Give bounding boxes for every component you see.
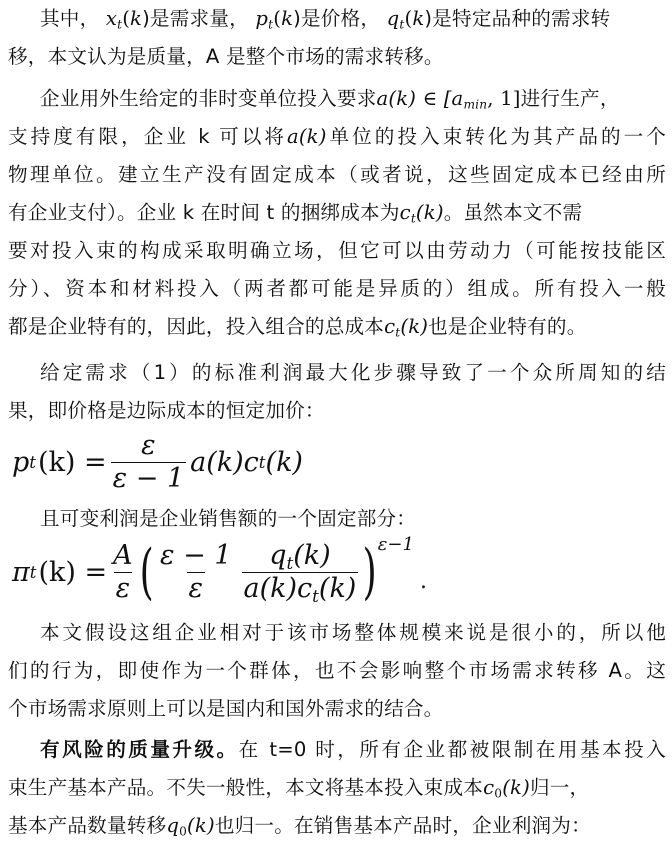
- math-interval-end: , 1]: [487, 87, 521, 110]
- text-segment: 支持度有限，企业 k 可以将: [8, 125, 287, 148]
- right-paren: ): [363, 537, 378, 607]
- math-q: q: [386, 7, 400, 30]
- text-segment: 有企业支付）。企业 k 在时间 t 的捆绑成本为: [8, 201, 400, 224]
- math-k: k: [412, 7, 425, 30]
- paragraph-6-line-3: [8, 813, 666, 839]
- text-segment: 进行生产，: [520, 87, 620, 110]
- fraction-denominator: [242, 572, 359, 605]
- math-sub: t: [410, 211, 416, 226]
- equation-variable-profit: π t (k) = $\frac{A}{\varepsilon}$ ( $\frac{\varepsilon - 1}{\varepsilon}$ $\frac{q_t(k)}{a(k)c_t(k)}$ ) ε−1 .: [12, 534, 427, 607]
- text-segment: 在 t=0 时，所有企业都被限制在用基本投入: [238, 738, 666, 761]
- math-sub: t: [399, 17, 405, 32]
- math-p: p: [12, 446, 30, 478]
- paragraph-2-line-5: 要对投入束的构成采取明确立场，但它可以由劳动力（可能按技能区: [8, 239, 666, 262]
- bold-heading: 有风险的质量升级。: [40, 738, 239, 761]
- math-c: c: [399, 201, 411, 224]
- math-q: q: [166, 814, 180, 837]
- text-segment: 企业用外生给定的非时变单位投入要求: [40, 87, 377, 110]
- math-period: .: [419, 568, 427, 594]
- fraction-denominator: ε − 1: [112, 462, 185, 494]
- paragraph-3-line-2: 果，即价格是边际成本的恒定加价：: [8, 399, 325, 422]
- math-sub: 0: [179, 824, 188, 839]
- fraction-numerator: ε: [141, 429, 156, 461]
- paragraph-1-line-2: 移，本文认为是质量，A 是整个市场的需求转移。: [8, 45, 444, 68]
- paragraph-2-line-7: [8, 314, 666, 340]
- paragraph-3-line-1: 给定需求（1）的标准利润最大化步骤导致了一个众所周知的结: [40, 361, 666, 384]
- text-segment: )是价格，: [293, 7, 381, 30]
- paragraph-6-line-2: [8, 775, 666, 801]
- paragraph-4-line-1: 且可变利润是企业销售额的一个固定部分：: [40, 507, 417, 530]
- text-segment: 也归一。在销售基本产品时，企业利润为：: [214, 814, 591, 837]
- math-sub: t: [312, 585, 319, 606]
- math-sub: t: [117, 17, 123, 32]
- math-k: k: [281, 7, 294, 30]
- equation-price-markup: p t (k) = $\frac{\varepsilon}{\varepsilon - 1}$ a(k)c t (k): [12, 429, 303, 494]
- math-pi: π: [12, 556, 30, 588]
- math-cost: a(k)c: [243, 572, 313, 604]
- text-segment: 基本产品数量转移: [8, 814, 167, 837]
- math-arg: (k): [187, 814, 215, 837]
- math-p: p: [255, 7, 269, 30]
- math-arg: (k) =: [38, 556, 108, 588]
- text-segment: )是需求量，: [142, 7, 249, 30]
- text-segment: )是特定品种的需求转: [424, 7, 611, 30]
- paragraph-5-line-3: 个市场需求原则上可以是国内和国外需求的结合。: [8, 697, 444, 720]
- fraction-a-over-epsilon: [111, 540, 135, 605]
- fraction-markup: [111, 430, 186, 495]
- text-segment: 都是企业特有的，因此，投入组合的总成本: [8, 315, 385, 338]
- math-arg: (k): [293, 539, 331, 571]
- text-segment: 束生产基本产品。不失一般性，本文将基本投入束成本: [8, 776, 484, 799]
- math-cost: a(k)c: [190, 446, 259, 478]
- paragraph-2-line-3: 物理单位。建立生产没有固定成本（或者说，这些固定成本已经由所: [8, 163, 666, 186]
- fraction-numerator: [267, 540, 332, 572]
- fraction-numerator: A: [113, 539, 133, 571]
- math-paren: (: [404, 7, 413, 30]
- paragraph-2-line-1: [40, 86, 666, 112]
- math-arg: (k): [502, 776, 530, 799]
- math-sub: t: [395, 325, 401, 340]
- text-segment: 。虽然本文不需: [443, 201, 583, 224]
- text-segment: 也是企业特有的。: [428, 315, 587, 338]
- text-segment: 归一，: [529, 776, 590, 799]
- math-exponent: ε−1: [377, 534, 414, 555]
- paragraph-5-line-2: 们的行为，即使作为一个群体，也不会影响整个市场需求转移 A。这: [8, 659, 666, 682]
- fraction-denominator: ε: [115, 572, 131, 604]
- paragraph-2-line-6: 分）、资本和材料投入（两者都可能是异质的）组成。所有投入一般: [8, 277, 666, 300]
- left-paren: (: [139, 537, 154, 607]
- math-a-of-k: a(k): [286, 125, 327, 148]
- fraction-denominator: ε: [188, 572, 204, 604]
- math-x: x: [105, 7, 118, 30]
- math-arg: (k): [400, 315, 429, 338]
- math-sub: t: [268, 17, 274, 32]
- paragraph-6-line-1: [40, 737, 666, 763]
- paragraph-5-line-1: 本文假设这组企业相对于该市场整体规模来说是很小的，所以他: [40, 621, 666, 644]
- math-c: c: [384, 315, 396, 338]
- math-k: k: [130, 7, 143, 30]
- math-c: c: [483, 776, 495, 799]
- fraction-numerator: ε − 1: [160, 539, 232, 571]
- text-segment: 其中，: [40, 7, 100, 30]
- fraction-epsilon: [158, 540, 233, 605]
- paragraph-2-line-2: [8, 124, 666, 150]
- math-sub: min: [463, 97, 488, 112]
- math-q: q: [269, 539, 287, 571]
- math-arg: (k) =: [38, 446, 107, 478]
- fraction-quality-cost: [242, 540, 359, 605]
- math-arg: (k): [415, 201, 444, 224]
- math-arg: (k): [318, 572, 357, 604]
- paragraph-2-line-4: [8, 200, 666, 226]
- math-sub: 0: [494, 786, 503, 801]
- math-sub: t: [286, 552, 294, 573]
- text-segment: 单位的投入束转化为其产品的一个: [326, 125, 666, 148]
- math-paren: (: [122, 7, 131, 30]
- math-arg: (k): [265, 446, 303, 478]
- paragraph-1-line-1: [40, 6, 666, 32]
- math-paren: (: [273, 7, 282, 30]
- math-a-of-k: a(k) ∈ [a: [376, 87, 464, 110]
